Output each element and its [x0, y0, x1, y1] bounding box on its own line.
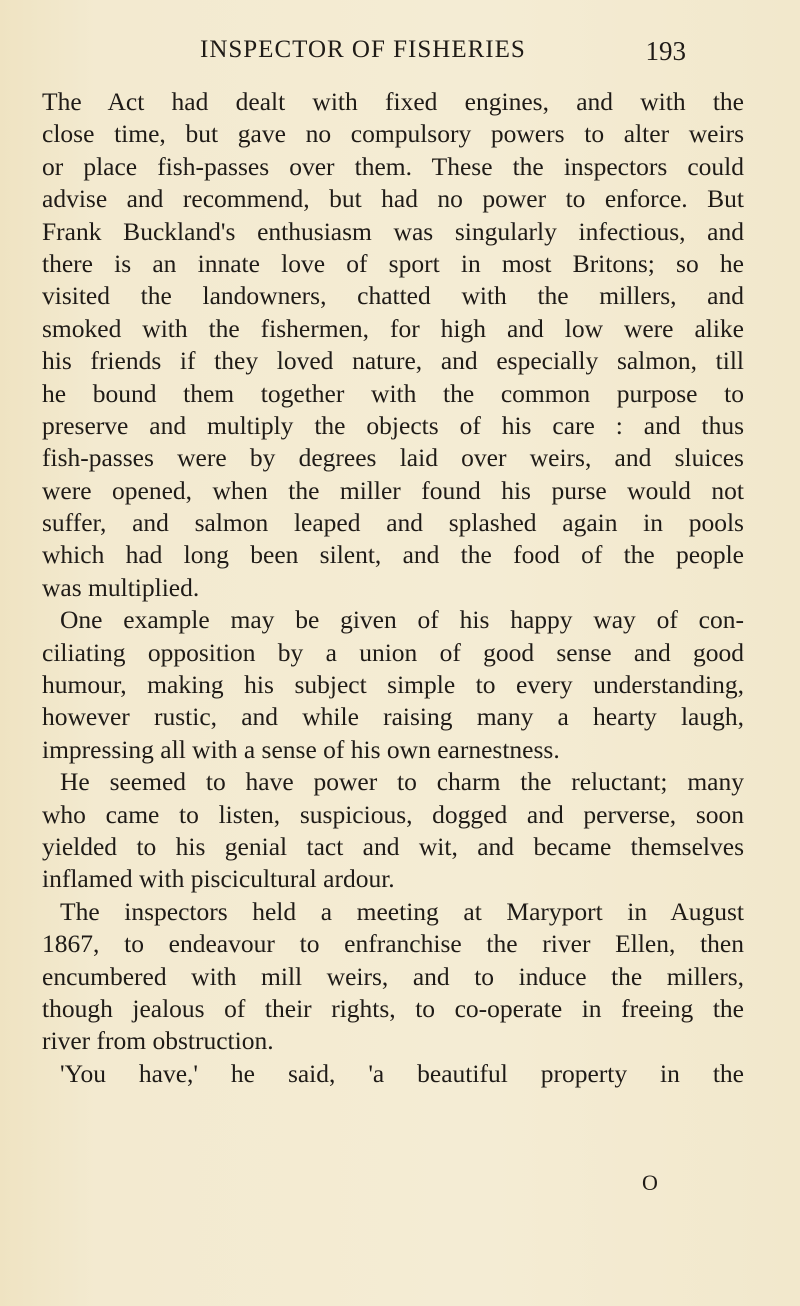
- page-number: 193: [645, 36, 686, 66]
- text-line: suffer, and salmon leaped and splashed again in pools: [42, 508, 744, 538]
- text-line: was multiplied.: [42, 572, 200, 602]
- text-line: however rustic, and while raising many a hearty laugh,: [42, 702, 744, 732]
- signature-mark: O: [642, 1170, 658, 1195]
- text-line: advise and recommend, but had no power to enforce. But: [42, 184, 744, 214]
- text-line: yielded to his genial tact and wit, and became themselves: [42, 831, 744, 861]
- text-line: preserve and multiply the objects of his care : and thus: [42, 410, 744, 440]
- text-line: impressing all with a sense of his own earnestness.: [42, 734, 560, 764]
- text-line: fish-passes were by degrees laid over weirs, and sluices: [42, 443, 744, 473]
- body-text: [42, 86, 744, 1090]
- text-line: close time, but gave no compulsory powers to alter weirs: [42, 119, 744, 149]
- page-header: [0, 36, 800, 76]
- text-line: inflamed with piscicultural ardour.: [42, 864, 395, 894]
- text-line: or place fish-passes over them. These the inspectors could: [42, 151, 744, 181]
- text-line: Frank Buckland's enthusiasm was singularly infectious, and: [42, 216, 744, 246]
- text-line: though jealous of their rights, to co-operate in freeing the: [42, 993, 744, 1023]
- running-head: INSPECTOR OF FISHERIES: [200, 36, 526, 63]
- text-line: The inspectors held a meeting at Maryport in August: [60, 896, 744, 926]
- text-line: smoked with the fishermen, for high and low were alike: [42, 313, 744, 343]
- text-line: which had long been silent, and the food of the people: [42, 540, 744, 570]
- text-line: river from obstruction.: [42, 1026, 274, 1056]
- text-line: visited the landowners, chatted with the millers, and: [42, 281, 744, 311]
- text-line: were opened, when the miller found his purse would not: [42, 475, 744, 505]
- text-line: encumbered with mill weirs, and to induce the millers,: [42, 961, 744, 991]
- text-line: he bound them together with the common purpose to: [42, 378, 744, 408]
- text-line: 'You have,' he said, 'a beautiful property in the: [60, 1058, 744, 1088]
- text-line: 1867, to endeavour to enfranchise the river Ellen, then: [42, 929, 744, 959]
- text-line: He seemed to have power to charm the reluctant; many: [60, 767, 744, 797]
- text-line: The Act had dealt with fixed engines, and with the: [42, 87, 744, 116]
- text-line: One example may be given of his happy way of con-: [60, 605, 744, 635]
- text-line: who came to listen, suspicious, dogged and perverse, soon: [42, 799, 744, 829]
- text-line: ciliating opposition by a union of good sense and good: [42, 637, 744, 667]
- text-line: humour, making his subject simple to every understanding,: [42, 670, 744, 700]
- text-line: his friends if they loved nature, and especially salmon, till: [42, 346, 744, 376]
- text-line: there is an innate love of sport in most Britons; so he: [42, 248, 744, 278]
